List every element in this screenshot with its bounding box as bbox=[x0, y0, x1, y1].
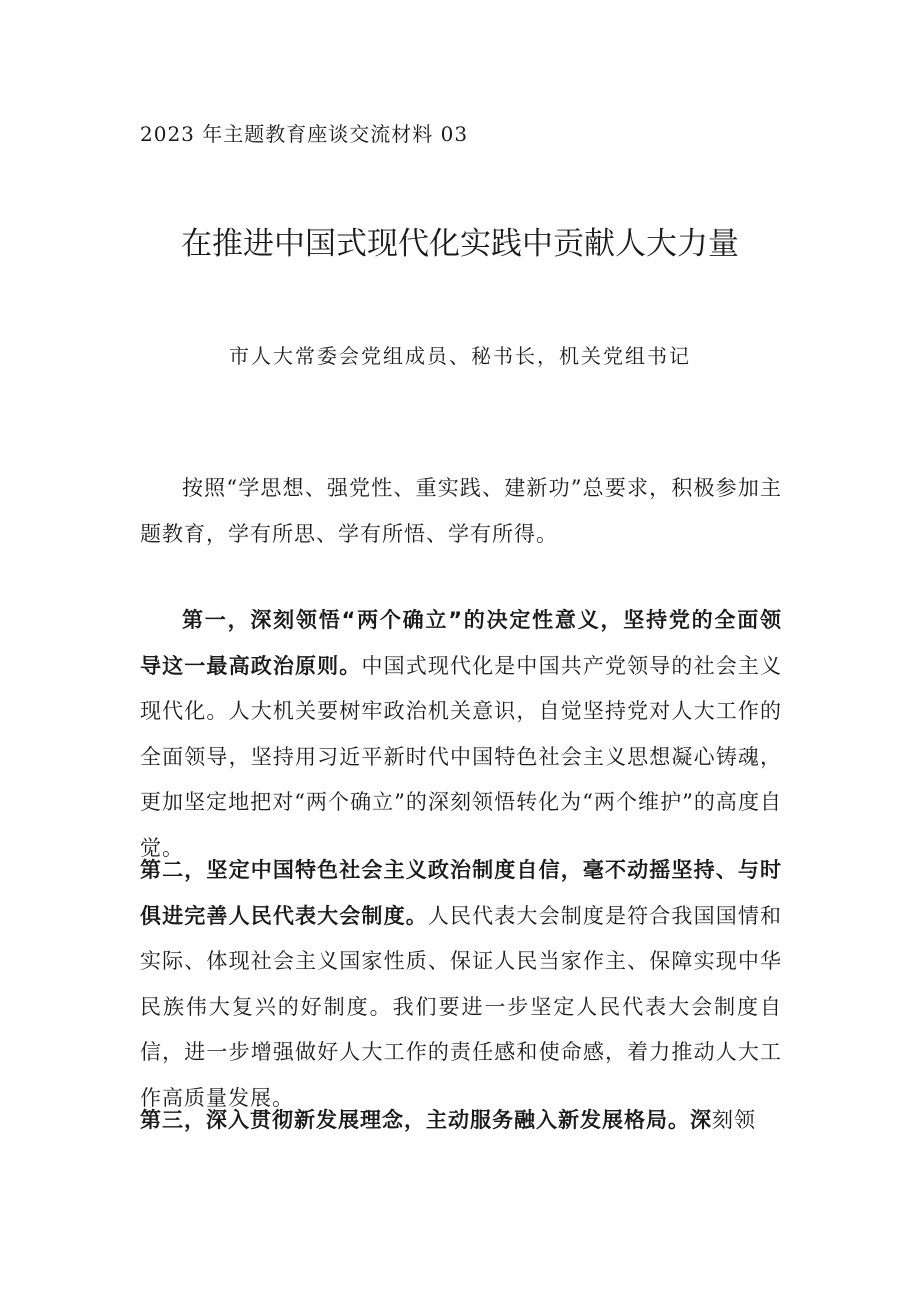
document-title: 在推进中国式现代化实践中贡献人大力量 bbox=[181, 226, 739, 262]
section-2-body: 人民代表大会制度是符合我国国情和实际、体现社会主义国家性质、保证人民当家作主、保障实现中华民族伟大复兴的好制度。我们要进一步坚定人民代表大会制度自信，进一步增强做好人大工作的责任感和使命感，着力推动人大工作高质量发展。 bbox=[140, 903, 783, 1110]
section-paragraph-3 bbox=[140, 1098, 782, 1144]
section-3-lead: 第三，深入贯彻新发展理念，主动服务融入新发展格局。深 bbox=[140, 1108, 712, 1132]
section-2-lead: 第二，坚定中国特色社会主义政治制度自信，毫不动摇坚持、与时俱进完善人民代表大会制度。 bbox=[140, 858, 782, 928]
document-author: 市人大常委会党组成员、秘书长，机关党组书记 bbox=[229, 344, 691, 368]
section-1-lead: 第一，深刻领悟“两个确立”的决定性意义，坚持党的全面领导这一最高政治原则。 bbox=[140, 608, 782, 678]
section-1-body: 中国式现代化是中国共产党领导的社会主义现代化。人大机关要树牢政治机关意识，自觉坚持党对人大工作的全面领导，坚持用习近平新时代中国特色社会主义思想凝心铸魂，更加坚定地把对“两个确立”的深刻领悟转化为“两个维护”的高度自觉。 bbox=[140, 653, 783, 860]
section-paragraph-1 bbox=[140, 598, 782, 871]
section-3-body: 刻领 bbox=[712, 1108, 756, 1132]
section-paragraph-2 bbox=[140, 848, 782, 1121]
document-label: 2023 年主题教育座谈交流材料 03 bbox=[140, 122, 469, 146]
intro-paragraph: 按照“学思想、强党性、重实践、建新功”总要求，积极参加主题教育，学有所思、学有所悟、学有所得。 bbox=[140, 476, 782, 546]
